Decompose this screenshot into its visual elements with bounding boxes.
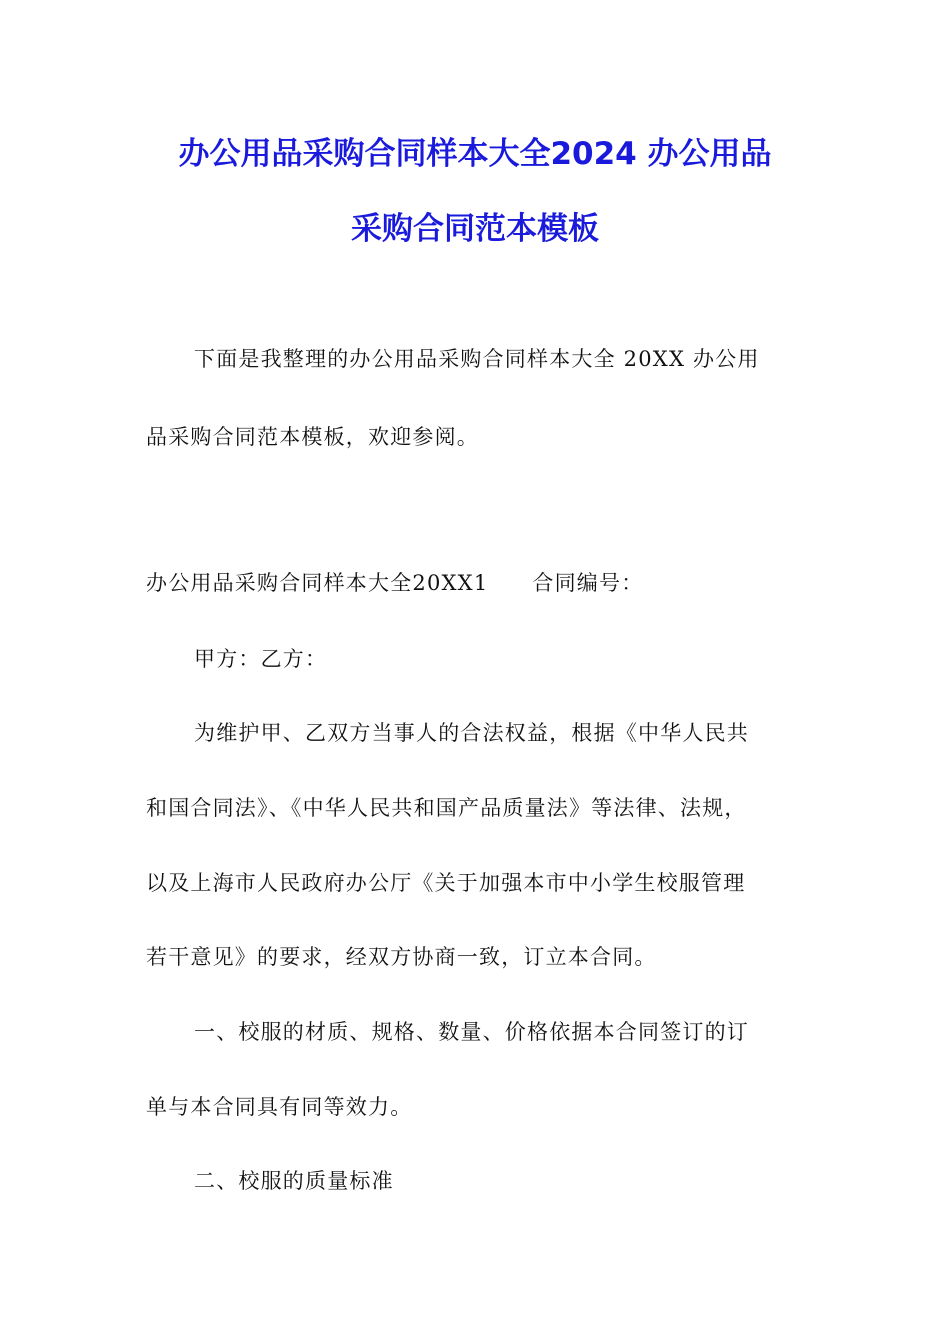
- item-1-line-2: 单与本合同具有同等效力。: [146, 1095, 413, 1119]
- paragraph-1-line-2: 和国合同法》、《中华人民共和国产品质量法》等法律、法规，: [146, 796, 747, 820]
- document-title-line-2: 采购合同范本模板: [351, 211, 599, 247]
- parties-line: 甲方：乙方：: [194, 647, 328, 671]
- intro-line-1: 下面是我整理的办公用品采购合同样本大全 20XX 办公用: [194, 347, 760, 371]
- item-2-heading: 二、校服的质量标准: [194, 1169, 394, 1193]
- paragraph-1-line-4: 若干意见》的要求，经双方协商一致，订立本合同。: [146, 945, 657, 969]
- paragraph-1-line-3: 以及上海市人民政府办公厅《关于加强本市中小学生校服管理: [146, 871, 746, 895]
- document-title-line-1: 办公用品采购合同样本大全2024 办公用品: [178, 136, 772, 172]
- paragraph-1-line-1: 为维护甲、乙双方当事人的合法权益，根据《中华人民共: [194, 721, 749, 745]
- contract-number-label: 合同编号：: [532, 571, 644, 595]
- item-1-line-1: 一、校服的材质、规格、数量、价格依据本合同签订的订: [194, 1020, 749, 1044]
- intro-line-2: 品采购合同范本模板，欢迎参阅。: [146, 425, 479, 449]
- contract-heading: 办公用品采购合同样本大全20XX1: [146, 571, 489, 595]
- contract-heading-row: [146, 568, 643, 598]
